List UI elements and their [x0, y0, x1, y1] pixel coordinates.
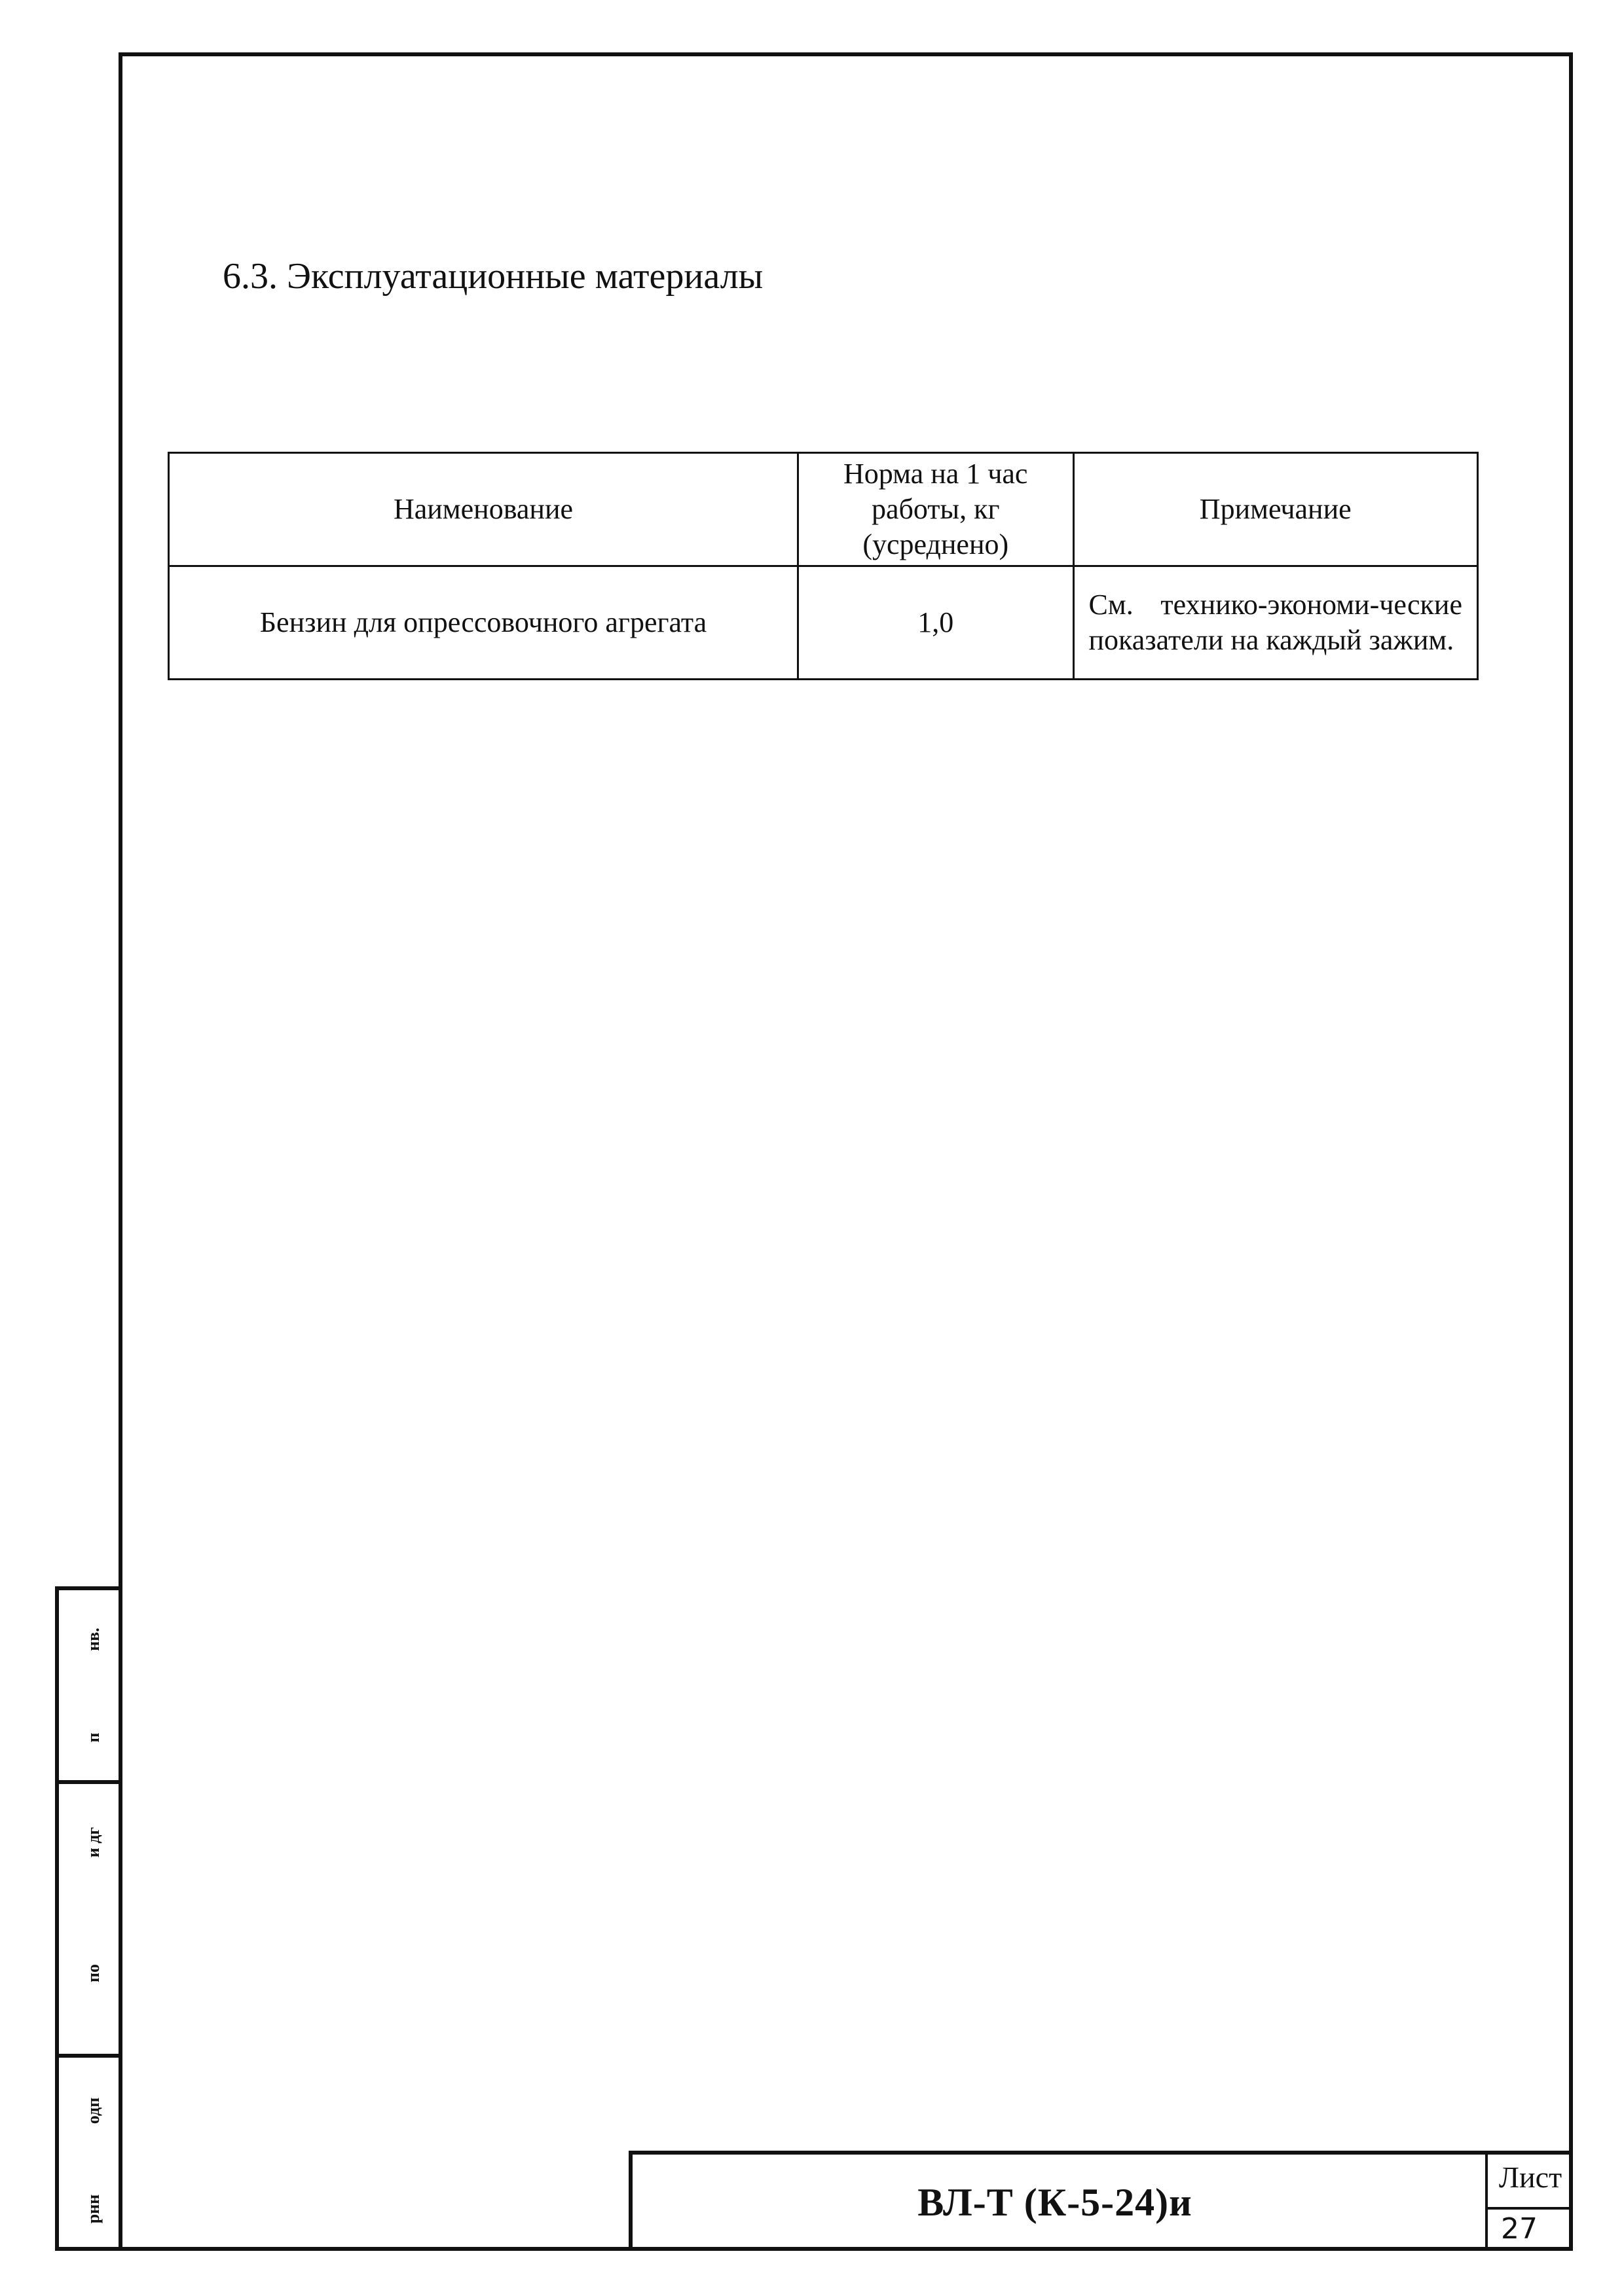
header-norm-line2: работы, кг — [871, 493, 1000, 525]
strip-label: и дг — [84, 1827, 103, 1858]
materials-table — [168, 452, 1479, 680]
strip-divider — [59, 1780, 122, 1784]
cell-norm: 1,0 — [798, 566, 1074, 680]
strip-label: п — [84, 1732, 103, 1743]
cell-name: Бензин для опрессовочного агрегата — [169, 566, 798, 680]
header-norm — [798, 453, 1074, 566]
header-norm-line1: Норма на 1 час — [843, 458, 1028, 490]
title-block — [629, 2151, 1573, 2251]
sheet-label: Лист — [1498, 2160, 1562, 2194]
sheet-divider — [1488, 2207, 1573, 2210]
table-row — [169, 566, 1478, 680]
strip-label: одп — [84, 2097, 103, 2124]
strip-label: по — [84, 1964, 103, 1982]
header-norm-line3: (усреднено) — [862, 528, 1009, 560]
header-note: Примечание — [1073, 453, 1478, 566]
header-name: Наименование — [169, 453, 798, 566]
strip-label: рнн — [84, 2194, 103, 2224]
sheet-number: 27 — [1501, 2212, 1538, 2246]
document-code: ВЛ-Т (К-5-24)и — [917, 2181, 1192, 2224]
strip-label: нв. — [84, 1628, 103, 1651]
sheet-box — [1485, 2155, 1573, 2251]
table-header-row — [169, 453, 1478, 566]
section-heading: 6.3. Эксплуатационные материалы — [223, 256, 764, 297]
page-frame — [119, 52, 1573, 2251]
approval-strip — [55, 1586, 122, 2251]
strip-divider — [59, 2054, 122, 2058]
cell-note: См. технико-экономи-ческие показатели на каждый зажим. — [1073, 566, 1478, 680]
